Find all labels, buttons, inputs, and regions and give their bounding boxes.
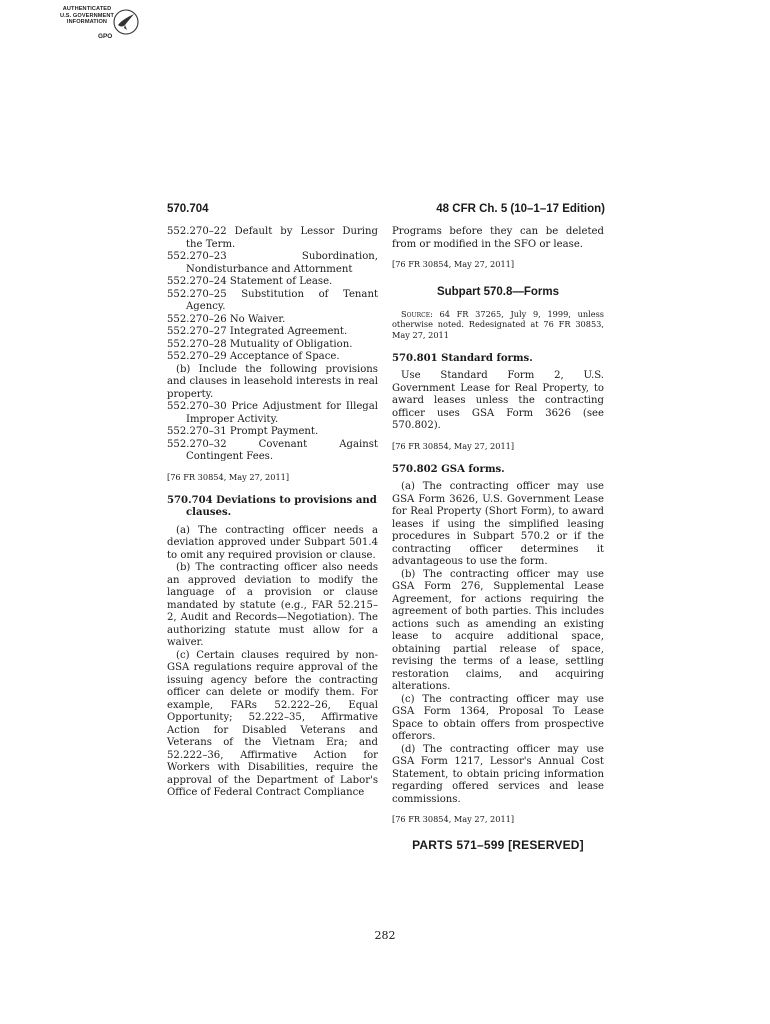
right-column [392, 226, 604, 852]
source-label: Source: [401, 308, 433, 319]
edition-head: 48 CFR Ch. 5 (10–1–17 Edition) [436, 203, 605, 215]
running-head [167, 203, 605, 219]
section-heading-570-801: 570.801 Standard forms. [392, 352, 533, 364]
gpo-authentication-stamp [52, 6, 144, 50]
stamp-line-3: INFORMATION [66, 19, 108, 26]
stamp-gpo: GPO [98, 33, 113, 40]
stamp-line-2: U.S. GOVERNMENT [59, 12, 115, 19]
paragraph-802-a: (a) The contracting officer may use GSA Form 3626, U.S. Government Lease for Real Property (Short Form), to award leases if using the simplified leasing procedures in Subpart 570.2 or if the contracting officer determines it advantageous to use the form. [392, 481, 604, 568]
list-item: 552.270–29 Acceptance of Space. [167, 351, 340, 362]
section-heading-570-704: 570.704 Deviations to provisions and clauses. [167, 494, 377, 518]
subpart-heading: Subpart 570.8—Forms [436, 286, 560, 298]
parts-reserved-heading: PARTS 571–599 [RESERVED] [412, 838, 584, 853]
page-number: 282 [374, 929, 396, 942]
list-item: 552.270–27 Integrated Agreement. [167, 326, 348, 337]
paragraph-802-c: (c) The contracting officer may use GSA Form 1364, Proposal To Lease Space to obtain offers from prospective offerors. [392, 693, 604, 743]
list-item: 552.270–26 No Waiver. [167, 313, 286, 325]
section-heading-570-802: 570.802 GSA forms. [392, 463, 505, 475]
list-item: 552.270–25 Substitution of Tenant Agency. [167, 288, 378, 312]
citation: [76 FR 30854, May 27, 2011] [392, 440, 515, 451]
list-item: 552.270–30 Price Adjustment for Illegal Improper Activity. [167, 401, 378, 425]
paragraph-802-b: (b) The contracting officer may use GSA Form 276, Supplemental Lease Agreement, for actions requiring the agreement of both parties. This includes actions such as amending an existing lease to acquire additional space, obtaining partial release of space, revising the terms of a lease, settling restoration claims, and acquiring alterations. [392, 568, 604, 693]
paragraph-704-c: (c) Certain clauses required by non-GSA regulations require approval of the issuing agency before the contracting officer can delete or modify them. For example, FARs 52.222–26, Equal Opportunity; 52.222–35, Affirmative Action for Disabled Veterans and Veterans of the Vietnam Era; and 52.222–36, Affirmative Action for Workers with Disabilities, require the approval of the Department of Labor's Office of Federal Contract Compliance [167, 649, 378, 798]
left-column [167, 226, 378, 800]
list-item: 552.270–22 Default by Lessor During the Term. [167, 226, 378, 250]
source-text: 64 FR 37265, July 9, 1999, unless otherwise noted. Redesignated at 76 FR 30853, May 27, 2011 [392, 308, 604, 341]
eagle-logo-icon [112, 8, 140, 36]
list-item: 552.270–23 Subordination, Nondisturbance and Attornment [167, 251, 378, 275]
paragraph-802-d: (d) The contracting officer may use GSA Form 1217, Lessor's Annual Cost Statement, to obtain pricing information regarding offered services and lease commissions. [392, 743, 604, 805]
continuation-text: Programs before they can be deleted from or modified in the SFO or lease. [392, 226, 604, 250]
citation: [76 FR 30854, May 27, 2011] [167, 471, 290, 482]
paragraph-704-a: (a) The contracting officer needs a deviation approved under Subpart 501.4 to omit any required provision or clause. [167, 524, 378, 561]
list-item: 552.270–24 Statement of Lease. [167, 276, 333, 287]
citation: [76 FR 30854, May 27, 2011] [392, 814, 515, 825]
paragraph-b: (b) Include the following provisions and clauses in leasehold interests in real property. [167, 363, 378, 400]
list-item: 552.270–31 Prompt Payment. [167, 426, 319, 437]
paragraph-801: Use Standard Form 2, U.S. Government Lease for Real Property, to award leases unless the contracting officer uses GSA Form 3626 (see 570.802). [392, 370, 604, 432]
source-note [392, 309, 604, 341]
section-number-head: 570.704 [167, 203, 209, 215]
list-item: 552.270–32 Covenant Against Contingent Fees. [167, 438, 378, 462]
citation: [76 FR 30854, May 27, 2011] [392, 259, 515, 269]
stamp-line-1: AUTHENTICATED [62, 6, 112, 12]
paragraph-704-b: (b) The contracting officer also needs an approved deviation to modify the language of a provision or clause mandated by statute (e.g., FAR 52.215–2, Audit and Records—Negotiation). The authorizing statute must allow for a waiver. [167, 562, 378, 648]
list-item: 552.270–28 Mutuality of Obligation. [167, 338, 353, 350]
